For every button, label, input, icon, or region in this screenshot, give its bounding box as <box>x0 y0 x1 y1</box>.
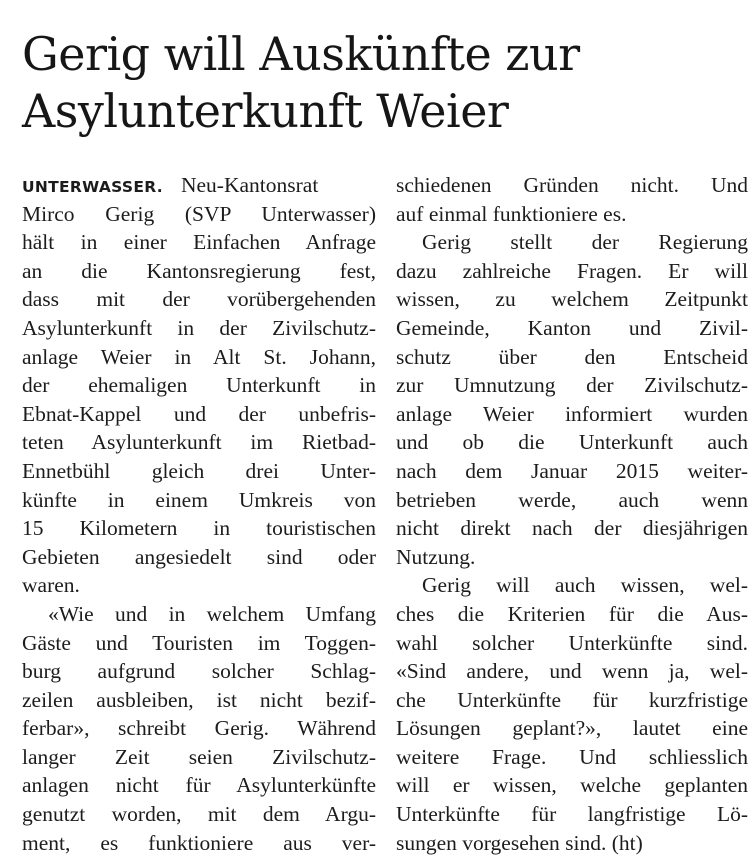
body-line: ches die Kriterien für die Aus- <box>396 601 748 626</box>
body-line: Gerig stellt der Regierung <box>422 230 748 255</box>
dateline: UNTERWASSER. <box>22 178 163 196</box>
body-line: wissen, zu welchem Zeitpunkt <box>396 287 748 312</box>
body-line: «Wie und in welchem Umfang <box>48 601 376 626</box>
body-line: dass mit der vorübergehenden <box>22 287 376 312</box>
body-line: betrieben werde, auch wenn <box>396 487 748 512</box>
body-line: Mirco Gerig (SVP Unterwasser) <box>22 201 376 226</box>
body-line: «Sind andere, und wenn ja, wel- <box>396 659 748 684</box>
body-line: Gäste und Touristen im Toggen- <box>22 630 376 655</box>
headline-line-1: Gerig will Auskünfte zur <box>22 27 580 81</box>
body-line: Lösungen geplant?», lautet eine <box>396 716 748 741</box>
body-line: schutz über den Entscheid <box>396 344 748 369</box>
body-line: Gemeinde, Kanton und Zivil- <box>396 315 748 340</box>
article-column-right <box>396 171 748 857</box>
body-line: Nutzung. <box>396 544 476 569</box>
body-line: weitere Frage. Und schliesslich <box>396 744 748 769</box>
body-line: burg aufgrund solcher Schlag- <box>22 659 376 684</box>
body-line: anlage Weier in Alt St. Johann, <box>22 344 376 369</box>
body-line: der ehemaligen Unterkunft in <box>22 373 376 398</box>
body-line: ferbar», schreibt Gerig. Während <box>22 716 376 741</box>
body-line: und ob die Unterkunft auch <box>396 430 748 455</box>
body-line: genutzt worden, mit dem Argu- <box>22 802 376 827</box>
body-line: zeilen ausbleiben, ist nicht bezif- <box>22 687 376 712</box>
body-line: langer Zeit seien Zivilschutz- <box>22 744 376 769</box>
body-line: zur Umnutzung der Zivilschutz- <box>396 373 748 398</box>
article-column-left <box>22 171 376 857</box>
body-line: nach dem Januar 2015 weiter- <box>396 458 748 483</box>
body-line: anlagen nicht für Asylunterkünfte <box>22 773 376 798</box>
body-line <box>22 171 376 200</box>
body-line: che Unterkünfte für kurzfristige <box>396 687 748 712</box>
body-line: 15 Kilometern in touristischen <box>22 516 376 541</box>
body-line: hält in einer Einfachen Anfrage <box>22 230 376 255</box>
body-line: anlage Weier informiert wurden <box>396 401 748 426</box>
body-line: Gebieten angesiedelt sind oder <box>22 544 376 569</box>
body-line-text: Neu-Kantonsrat <box>180 173 319 197</box>
body-line: ment, es funktioniere aus ver- <box>22 830 376 855</box>
body-line: Ennetbühl gleich drei Unter- <box>22 458 376 483</box>
body-line: Asylunterkunft in der Zivilschutz- <box>22 315 376 340</box>
body-line: Ebnat-Kappel und der unbefris- <box>22 401 376 426</box>
body-line: an die Kantonsregierung fest, <box>22 258 376 283</box>
body-line: dazu zahlreiche Fragen. Er will <box>396 258 748 283</box>
body-line: will er wissen, welche geplanten <box>396 773 748 798</box>
body-line: künfte in einem Umkreis von <box>22 487 376 512</box>
body-line: teten Asylunterkunft im Rietbad- <box>22 430 376 455</box>
body-line: schiedenen Gründen nicht. Und <box>396 173 748 197</box>
headline-line-2: Asylunterkunft Weier <box>22 84 509 138</box>
body-line: waren. <box>22 573 80 598</box>
body-line: Gerig will auch wissen, wel- <box>422 573 748 598</box>
article-headline <box>22 26 742 140</box>
body-line: nicht direkt nach der diesjährigen <box>396 516 748 541</box>
body-line: auf einmal funktioniere es. <box>396 201 627 226</box>
body-line: Unterkünfte für langfristige Lö- <box>396 802 748 827</box>
body-line: wahl solcher Unterkünfte sind. <box>396 630 748 655</box>
body-line: sungen vorgesehen sind. (ht) <box>396 830 643 855</box>
